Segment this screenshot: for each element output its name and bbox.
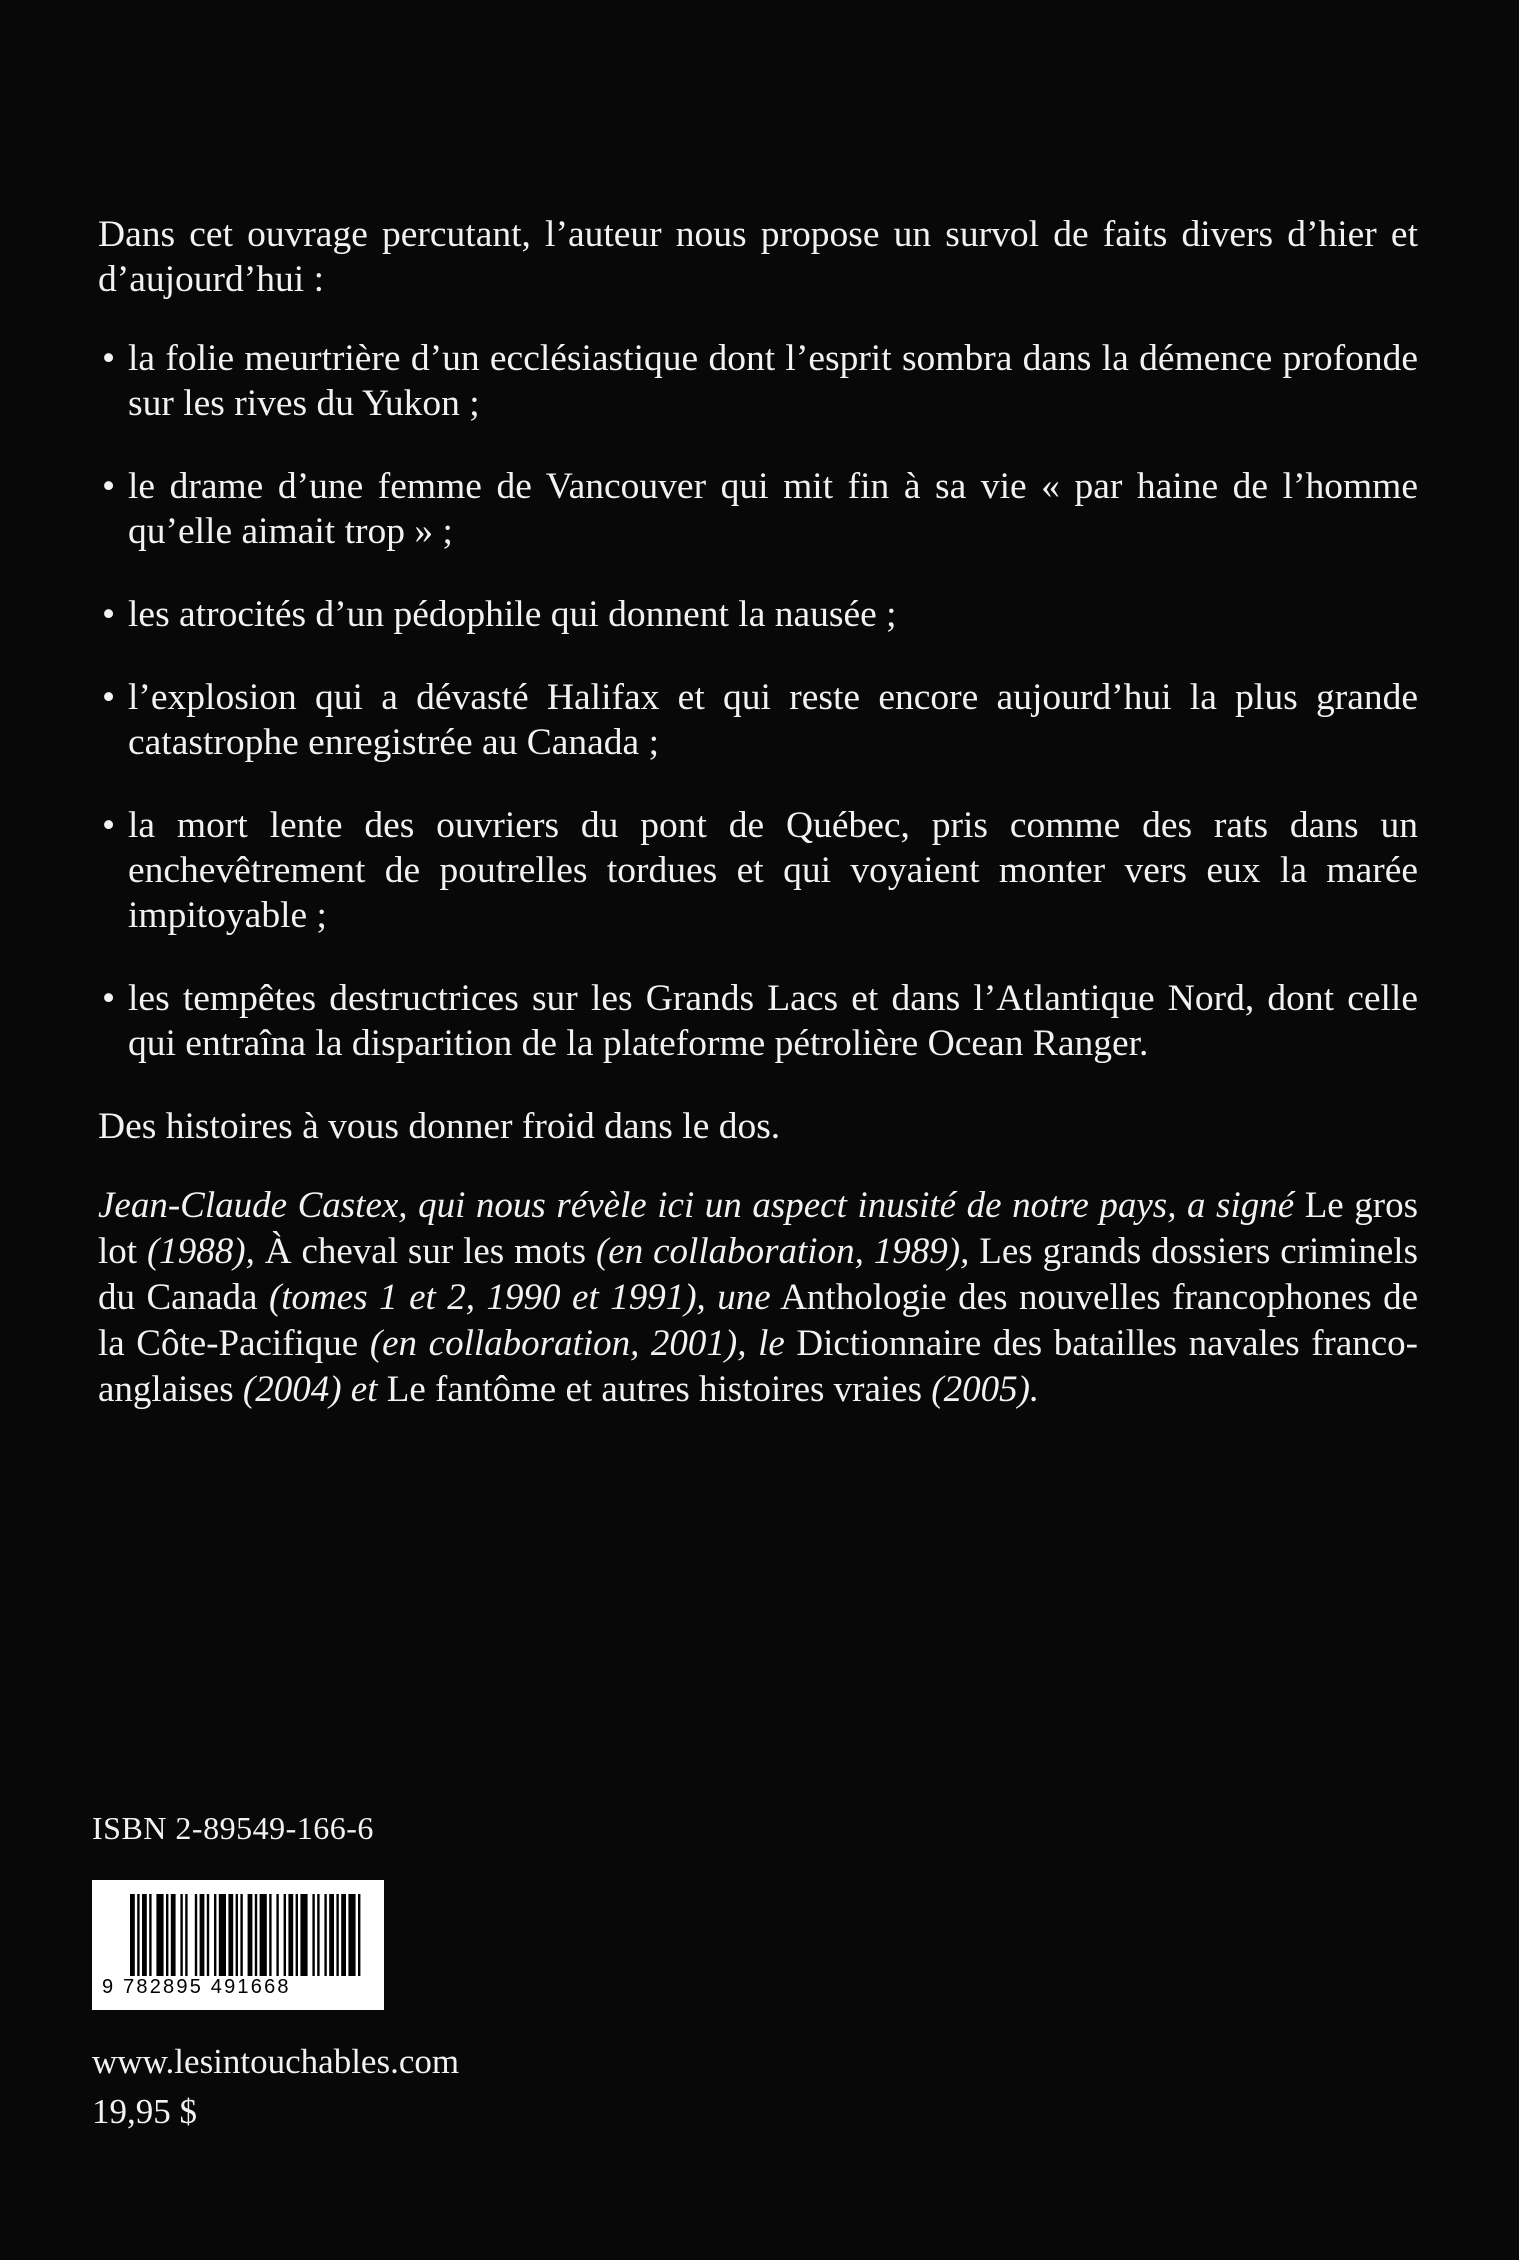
list-item-text: la folie meurtrière d’un ecclésiastique dont l’esprit sombra dans la démence profonde sur les rives du Yukon ;: [128, 338, 1418, 424]
barcode-bar: [284, 1894, 286, 1976]
barcode-bar: [248, 1894, 253, 1976]
publisher-website: www.lesintouchables.com: [92, 2042, 460, 2081]
list-item: [98, 803, 1418, 938]
bullet-icon: •: [102, 805, 116, 846]
barcode-bar: [214, 1894, 216, 1976]
barcode-bar: [269, 1894, 271, 1976]
barcode-bar: [219, 1894, 226, 1976]
list-item-text: les tempêtes destructrices sur les Grands Lacs et dans l’Atlantique Nord, dont celle qui entraîna la disparition de la plateforme pétrolière Ocean Ranger.: [128, 978, 1418, 1064]
bullet-icon: •: [102, 594, 116, 635]
list-item-text: le drame d’une femme de Vancouver qui mit fin à sa vie « par haine de l’homme qu’elle aimait trop » ;: [128, 466, 1418, 552]
bullet-icon: •: [102, 338, 116, 379]
book-title: Le fantôme et autres histoires vraies: [386, 1369, 923, 1410]
incident-list: [98, 336, 1418, 1066]
list-item: [98, 976, 1418, 1066]
barcode-bar: [180, 1894, 182, 1976]
bullet-icon: •: [102, 466, 116, 507]
barcode-bar: [312, 1894, 314, 1976]
barcode-bar: [236, 1894, 238, 1976]
barcode-bar: [255, 1894, 257, 1976]
book-title: Le gros lot: [98, 1185, 1418, 1272]
barcode-bar: [300, 1894, 307, 1976]
list-item: [98, 464, 1418, 554]
closing-sentence: Des histoires à vous donner froid dans le dos.: [98, 1106, 781, 1147]
price-label: 19,95 $: [92, 2092, 197, 2131]
barcode-digits: 9 782895 491668: [102, 1976, 291, 1998]
barcode-bar: [358, 1894, 360, 1976]
barcode-bar: [260, 1894, 267, 1976]
barcode-bar: [348, 1894, 355, 1976]
barcode-bar: [171, 1894, 176, 1976]
bio-note: (1988),: [146, 1231, 255, 1272]
list-item: [98, 336, 1418, 426]
bullet-icon: •: [102, 677, 116, 718]
barcode-bar: [149, 1894, 151, 1976]
bullet-icon: •: [102, 978, 116, 1019]
bio-note: (tomes 1 et 2, 1990 et 1991), une: [268, 1277, 771, 1318]
list-item-text: la mort lente des ouvriers du pont de Québec, pris comme des rats dans un enchevêtrement de poutrelles tordues et qui voyaient monter vers eux la marée impitoyable ;: [128, 805, 1418, 936]
book-title: Les grands dossiers criminels du Canada: [98, 1231, 1418, 1318]
barcode-bar: [329, 1894, 334, 1976]
barcode-bar: [288, 1894, 293, 1976]
barcode-bar: [195, 1894, 197, 1976]
barcode-bar: [207, 1894, 209, 1976]
barcode-bar: [336, 1894, 338, 1976]
barcode-bar: [228, 1894, 233, 1976]
barcode-bar: [200, 1894, 205, 1976]
barcode-bar: [240, 1894, 242, 1976]
list-item: [98, 592, 1418, 637]
bio-note: (2005).: [931, 1369, 1040, 1410]
blurb-text: [98, 212, 1418, 1413]
book-title: À cheval sur les mots: [264, 1231, 587, 1272]
list-item: [98, 675, 1418, 765]
barcode-bar: [341, 1894, 346, 1976]
barcode-bar: [142, 1894, 147, 1976]
book-title: Anthologie des nouvelles francophones de la Côte-Pacifique: [98, 1277, 1419, 1364]
barcode-bar: [324, 1894, 326, 1976]
list-item-text: l’explosion qui a dévasté Halifax et qui reste encore aujourd’hui la plus grande catastrophe enregistrée au Canada ;: [128, 677, 1418, 763]
barcode-bar: [166, 1894, 168, 1976]
barcode-bar: [185, 1894, 187, 1976]
bio-note: (en collaboration, 2001), le: [369, 1323, 785, 1364]
bio-intro: Jean-Claude Castex, qui nous révèle ici un aspect inusité de notre pays, a signé: [98, 1185, 1295, 1226]
bio-note: (en collaboration, 1989),: [595, 1231, 970, 1272]
barcode-bar: [276, 1894, 278, 1976]
barcode-bar: [130, 1894, 135, 1976]
book-title: Dictionnaire des batailles navales franco-anglaises: [98, 1323, 1419, 1410]
bio-note: (2004) et: [242, 1369, 378, 1410]
barcode: [92, 1880, 384, 2010]
barcode-bar: [317, 1894, 319, 1976]
barcode-bar: [137, 1894, 139, 1976]
barcode-bar: [296, 1894, 298, 1976]
list-item-text: les atrocités d’un pédophile qui donnent la nausée ;: [128, 594, 897, 635]
isbn-label: ISBN 2-89549-166-6: [92, 1810, 374, 1846]
barcode-bar: [156, 1894, 163, 1976]
author-bio: [98, 1183, 1418, 1413]
intro-paragraph: Dans cet ouvrage percutant, l’auteur nous propose un survol de faits divers d’hier et d’aujourd’hui :: [98, 214, 1418, 300]
